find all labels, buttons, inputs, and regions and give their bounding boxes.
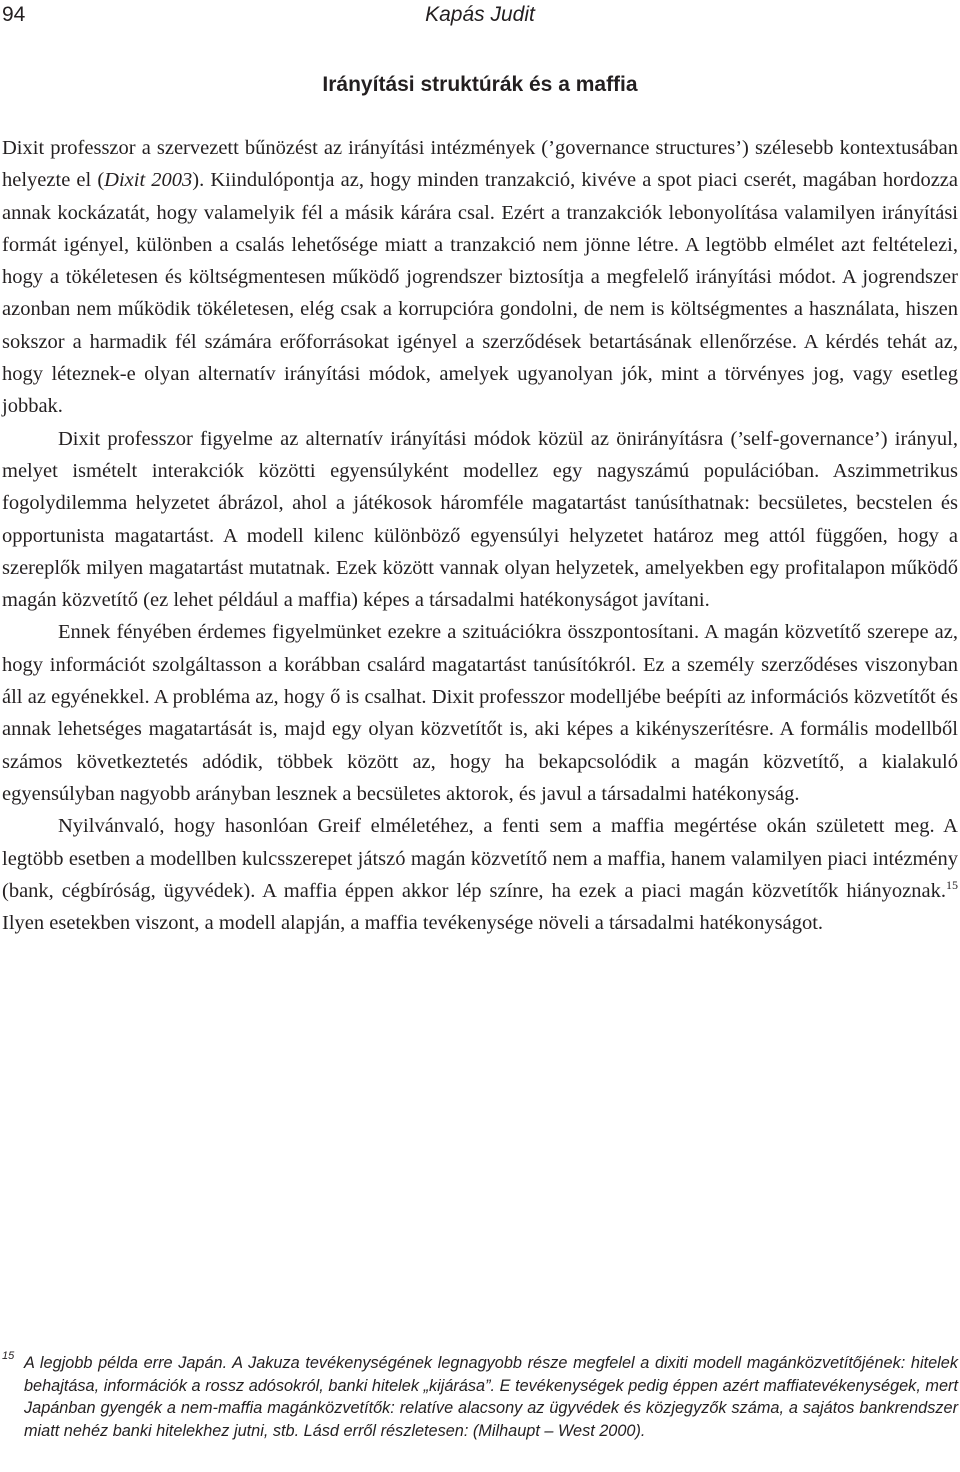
footnote-marker: 15: [2, 1350, 15, 1362]
body-text: [2, 132, 958, 939]
paragraph-1: [2, 132, 958, 423]
paragraph-text: Dixit professzor a szervezett bűnözést az irányítási intézmények (’governance structures’) szélesebb kontextusában helyezte el (: [2, 137, 958, 192]
paragraph-3: Ennek fényében érdemes figyelmünket ezekre a szituációkra összpontosítani. A magán közvetítő szerepe az, hogy információt szolgáltasson a korábban csalárd magatartást tanúsítókról. Ez a személy szerződéses viszonyban áll az egyénekkel. A probléma az, hogy ő is csalhat. Dixit professzor modelljébe beépíti az információs közvetítőt és annak lehetséges magatartását is, majd egy olyan közvetítőt is, aki képes a kikényszerítésre. A formális modellből számos következtetés adódik, többek között az, hogy ha bekapcsolódik a magán közvetítő, a kialakuló egyensúlyban nagyobb arányban lesznek a becsületes aktorok, és javul a társadalmi hatékonyság.: [2, 621, 958, 805]
citation: Dixit 2003: [104, 169, 193, 192]
running-head-author: Kapás Judit: [425, 3, 535, 26]
paragraph-text: Ilyen esetekben viszont, a modell alapján, a maffia tevékenysége növeli a társadalmi hatékonyságot.: [2, 912, 824, 935]
paragraph-text: Nyilvánvaló, hogy hasonlóan Greif elméletéhez, a fenti sem a maffia megértése okán született meg. A legtöbb esetben a modellben kulcsszerepet játszó magán közvetítő nem a maffia, hanem valamilyen piaci intézmény (bank, cégbíróság, ügyvédek). A maffia éppen akkor lép színre, ha ezek a piaci magán közvetítők hiányoznak.: [2, 815, 958, 902]
footnote: [2, 1352, 958, 1442]
paragraph-text: ). Kiindulópontja az, hogy minden tranzakció, kivéve a spot piaci cserét, magában hordozza annak kockázatát, hogy valamelyik fél a másik kárára csal. Ezért a tranzakciók lebonyolítása valamilyen irányítási formát igényel, különben a csalás lehetősége miatt a tranzakció nem jönne létre. A legtöbb elmélet azt feltételezi, hogy a tökéletesen és költségmentesen működő jogrendszer biztosítja a megfelelő irányítási módot. A jogrendszer azonban nem működik tökéletesen, elég csak a korrupcióra gondolni, de nem is költségmentes a használata, hiszen sokszor a harmadik fél számára erőforrásokat igényel a szerződések betartásának ellenőrzése. A kérdés tehát az, hogy léteznek-e olyan alternatív irányítási módok, amelyek ugyanolyan jók, mint a törvényes jog, vagy esetleg jobbak.: [2, 169, 958, 418]
paragraph-2: Dixit professzor figyelme az alternatív irányítási módok közül az önirányításra (’self-governance’) irányul, melyet ismételt interakciók közötti egyensúlyként modellez egy nagyszámú populációban. Aszimmetrikus fogolydilemma helyzetet ábrázol, ahol a játékosok háromféle magatartást tanúsíthatnak: becsületes, becstelen és opportunista magatartást. A modell kilenc különböző egyensúlyi helyzetet határoz meg attól függően, hogy a szereplők milyen magatartást mutatnak. Ezek között vannak olyan helyzetek, amelyekben egy profitalapon működő magán közvetítő (ez lehet például a maffia) képes a társadalmi hatékonyságot javítani.: [2, 427, 958, 612]
paragraph-4: [2, 810, 958, 939]
section-title: Irányítási struktúrák és a maffia: [322, 73, 638, 96]
page-number: 94: [2, 3, 26, 26]
footnote-text: A legjobb példa erre Japán. A Jakuza tevékenységének legnagyobb része megfelel a dixiti modell magánközvetítőjének: hitelek behajtása, információk a rossz adósokról, banki hitelek „kijárása”. E tevékenységek pedig éppen azért maffiatevékenységek, mert Japánban gyengék a nem-maffia magánközvetítők: relatíve alacsony az ügyvédek és közjegyzők száma, a sajátos bankrendszer miatt nehéz banki hitelekhez jutni, stb. Lásd erről részletesen: (Milhaupt – West 2000).: [24, 1354, 958, 1440]
footnote-reference[interactable]: 15: [946, 878, 958, 892]
running-header: [2, 0, 958, 30]
footnotes-area: [2, 1352, 958, 1442]
